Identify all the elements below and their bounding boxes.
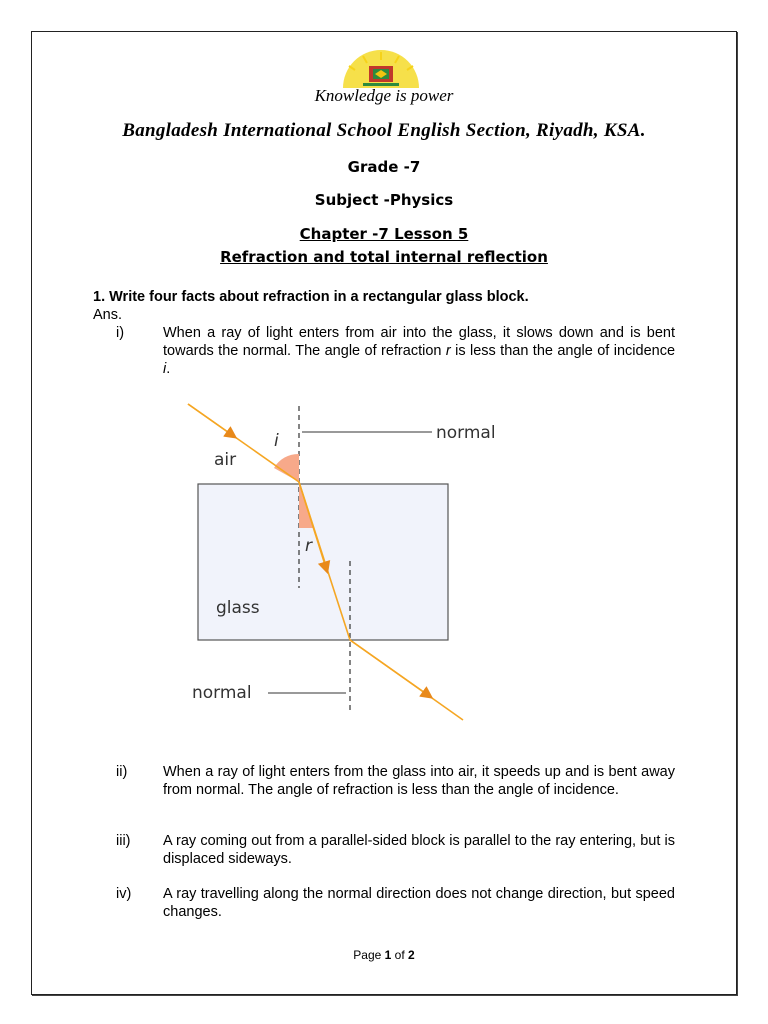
item-text: A ray travelling along the normal direction does not change direction, but speed changes. xyxy=(163,886,675,920)
label-normal-top: normal xyxy=(436,423,496,443)
label-normal-bottom: normal xyxy=(192,683,252,703)
grade-heading: Grade -7 xyxy=(347,158,421,176)
topic-heading: Refraction and total internal reflection xyxy=(220,248,548,266)
item-text: When a ray of light enters from air into the glass, it slows down and is bent towards the normal. The angle of refraction r is less than the angle of incidence i. xyxy=(163,325,676,377)
refraction-diagram xyxy=(180,398,520,728)
item-number: iv) xyxy=(116,886,132,902)
subject-heading: Subject -Physics xyxy=(314,191,454,209)
question-text: 1. Write four facts about refraction in a rectangular glass block. xyxy=(93,289,529,305)
item-number: i) xyxy=(116,325,125,341)
item-number: iii) xyxy=(116,833,131,849)
chapter-heading: Chapter -7 Lesson 5 xyxy=(299,225,469,243)
school-motto: Knowledge is power xyxy=(314,86,454,105)
label-angle-i: i xyxy=(274,431,279,451)
page-number: Page 1 of 2 xyxy=(353,948,415,962)
school-logo-icon xyxy=(333,50,429,90)
label-angle-r: r xyxy=(305,536,312,556)
answer-label: Ans. xyxy=(93,307,123,323)
item-text: When a ray of light enters from the glass into air, it speeds up and is bent away from normal. The angle of refraction is less than the angle of incidence. xyxy=(163,764,675,798)
label-air: air xyxy=(214,450,237,470)
item-number: ii) xyxy=(116,764,128,780)
item-text: A ray coming out from a parallel-sided block is parallel to the ray entering, but is displaced sideways. xyxy=(163,833,675,867)
label-glass: glass xyxy=(216,598,260,618)
school-name: Bangladesh International School English Section, Riyadh, KSA. xyxy=(122,120,646,141)
